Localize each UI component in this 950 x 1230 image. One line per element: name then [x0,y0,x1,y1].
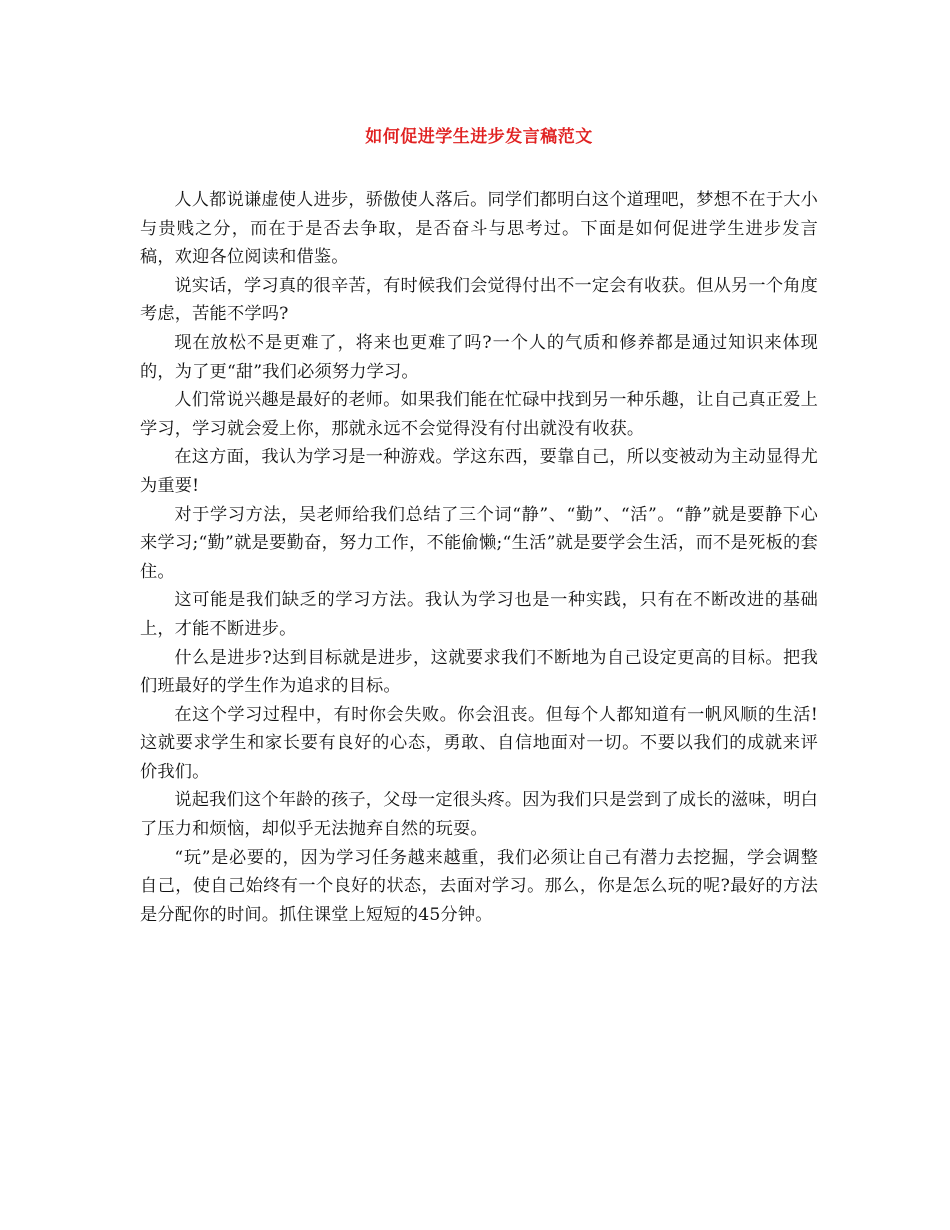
paragraph-6: 对于学习方法，吴老师给我们总结了三个词“静”、“勤”、“活”。“静”就是要静下心来学习;“勤”就是要勤奋，努力工作，不能偷懒;“生活”就是要学会生活，而不是死板的套住。 [140,504,819,582]
paragraph-11: “玩”是必要的，因为学习任务越来越重，我们必须让自己有潜力去挖掘，学会调整自己，使自己始终有一个良好的状态，去面对学习。那么，你是怎么玩的呢?最好的方法是分配你的时间。抓住课堂上短短的45分钟。 [140,847,818,925]
paragraph-10: 说起我们这个年龄的孩子，父母一定很头疼。因为我们只是尝到了成长的滋味，明白了压力和烦恼，却似乎无法抛弃自然的玩耍。 [140,790,818,840]
paragraph-7: 这可能是我们缺乏的学习方法。我认为学习也是一种实践，只有在不断改进的基础上，才能不断进步。 [140,590,818,639]
document-body [140,186,818,929]
document-title: 如何促进学生进步发言稿范文 [365,127,593,147]
paragraph-1: 人人都说谦虚使人进步，骄傲使人落后。同学们都明白这个道理吧，梦想不在于大小与贵贱之分，而在于是否去争取，是否奋斗与思考过。下面是如何促进学生进步发言稿，欢迎各位阅读和借鉴。 [140,190,818,268]
paragraph-3: 现在放松不是更难了，将来也更难了吗?一个人的气质和修养都是通过知识来体现的，为了更“甜”我们必须努力学习。 [140,332,818,382]
paragraph-2: 说实话，学习真的很辛苦，有时候我们会觉得付出不一定会有收获。但从另一个角度考虑，苦能不学吗? [140,275,818,325]
paragraph-4: 人们常说兴趣是最好的老师。如果我们能在忙碌中找到另一种乐趣，让自己真正爱上学习，学习就会爱上你，那就永远不会觉得没有付出就没有收获。 [140,390,818,439]
paragraph-8: 什么是进步?达到目标就是进步，这就要求我们不断地为自己设定更高的目标。把我们班最好的学生作为追求的目标。 [140,647,818,697]
paragraph-9: 在这个学习过程中，有时你会失败。你会沮丧。但每个人都知道有一帆风顺的生活!这就要求学生和家长要有良好的心态，勇敢、自信地面对一切。不要以我们的成就来评价我们。 [140,704,818,782]
paragraph-5: 在这方面，我认为学习是一种游戏。学这东西，要靠自己，所以变被动为主动显得尤为重要! [140,447,818,496]
